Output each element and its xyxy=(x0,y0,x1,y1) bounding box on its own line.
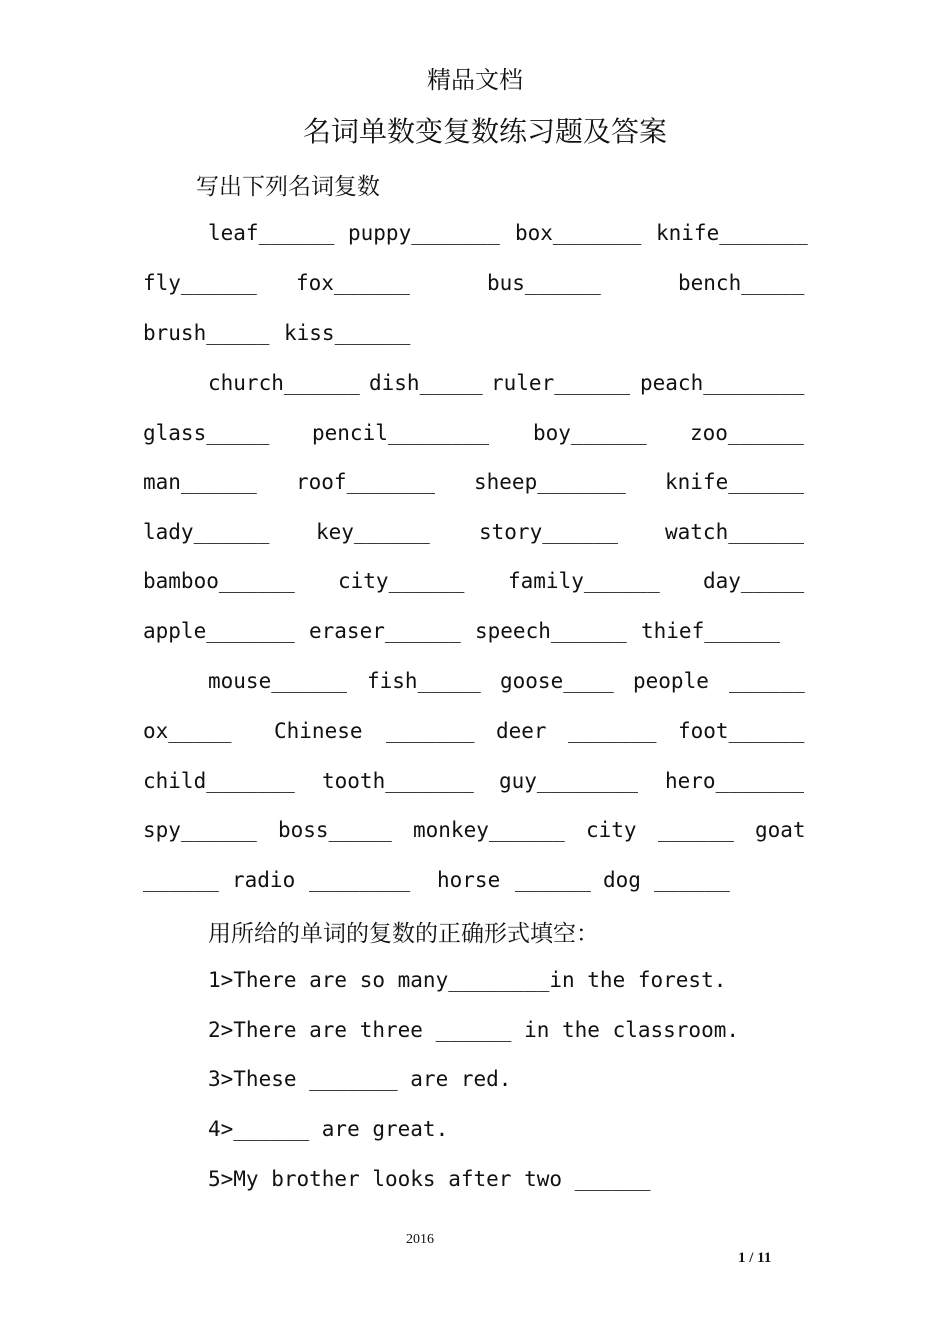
word-blank: family______ xyxy=(508,569,660,593)
word-blank: box_______ xyxy=(515,221,642,245)
word-blank: boy______ xyxy=(533,421,647,445)
word-blank: people xyxy=(633,669,709,693)
exercise-row xyxy=(0,766,950,796)
word-blank: ______ xyxy=(515,868,591,892)
word-blank: pencil________ xyxy=(312,421,490,445)
word-blank: mouse______ xyxy=(208,669,348,693)
section2-heading: 用所给的单词的复数的正确形式填空： xyxy=(208,921,599,947)
word-blank: lady______ xyxy=(143,520,270,544)
word-blank: ______ xyxy=(654,868,730,892)
word-blank: key______ xyxy=(316,520,430,544)
word-blank: church______ xyxy=(208,371,360,395)
word-blank: hero_______ xyxy=(665,769,805,793)
word-blank: dog xyxy=(603,868,641,892)
exercise-row xyxy=(0,318,950,348)
exercise-row xyxy=(0,566,950,596)
word-blank: boss_____ xyxy=(278,818,392,842)
word-blank: ______ xyxy=(658,818,734,842)
word-blank: spy______ xyxy=(143,818,257,842)
exercise-row xyxy=(0,716,950,746)
word-blank: dish_____ xyxy=(369,371,483,395)
document-header: 精品文档 xyxy=(427,66,523,94)
exercise-row xyxy=(0,666,950,696)
word-blank: apple_______ xyxy=(143,619,295,643)
word-blank: fox______ xyxy=(296,271,410,295)
word-blank: bamboo______ xyxy=(143,569,295,593)
footer-year: 2016 xyxy=(406,1232,434,1247)
exercise-row xyxy=(0,467,950,497)
word-blank: zoo______ xyxy=(690,421,804,445)
word-blank: bench_____ xyxy=(678,271,805,295)
word-blank: story______ xyxy=(479,520,619,544)
word-blank: leaf______ xyxy=(208,221,335,245)
word-blank: goat xyxy=(755,818,806,842)
word-blank: puppy_______ xyxy=(348,221,500,245)
word-blank: fish_____ xyxy=(367,669,481,693)
word-blank: monkey______ xyxy=(413,818,565,842)
word-blank: foot______ xyxy=(678,719,805,743)
sentence: 2>There are three ______ in the classroom. xyxy=(208,1018,740,1042)
page-number: 1 / 11 xyxy=(738,1250,772,1266)
word-blank: child_______ xyxy=(143,769,295,793)
word-blank: radio xyxy=(232,868,296,892)
word-blank: _______ xyxy=(386,719,475,743)
word-blank: peach________ xyxy=(640,371,805,395)
word-blank: deer xyxy=(496,719,547,743)
word-blank: knife_______ xyxy=(656,221,808,245)
exercise-row xyxy=(0,368,950,398)
word-blank: ________ xyxy=(309,868,411,892)
page-title: 名词单数变复数练习题及答案 xyxy=(302,115,667,148)
section1-heading: 写出下列名词复数 xyxy=(196,174,380,200)
exercise-row xyxy=(0,268,950,298)
word-blank: eraser______ xyxy=(309,619,461,643)
exercise-row xyxy=(0,815,950,845)
word-blank: bus______ xyxy=(487,271,601,295)
word-blank: knife______ xyxy=(665,470,805,494)
sentence: 3>These _______ are red. xyxy=(208,1067,512,1091)
word-blank: glass_____ xyxy=(143,421,270,445)
word-blank: watch______ xyxy=(665,520,805,544)
exercise-row xyxy=(0,865,950,895)
word-blank: tooth_______ xyxy=(322,769,474,793)
sentence: 5>My brother looks after two ______ xyxy=(208,1167,651,1191)
word-blank: roof_______ xyxy=(296,470,436,494)
word-blank: guy________ xyxy=(499,769,639,793)
exercise-row xyxy=(0,517,950,547)
word-blank: city______ xyxy=(338,569,465,593)
word-blank: ______ xyxy=(729,669,805,693)
exercise-row xyxy=(0,616,950,646)
sentence: 4>______ are great. xyxy=(208,1117,449,1141)
word-blank: ruler______ xyxy=(491,371,631,395)
exercise-row xyxy=(0,418,950,448)
word-blank: ox_____ xyxy=(143,719,232,743)
word-blank: Chinese xyxy=(274,719,363,743)
word-blank: thief______ xyxy=(641,619,781,643)
sentence: 1>There are so many________in the forest. xyxy=(208,968,727,992)
word-blank: sheep_______ xyxy=(474,470,626,494)
word-blank: day_____ xyxy=(703,569,805,593)
word-blank: fly______ xyxy=(143,271,257,295)
word-blank: brush_____ xyxy=(143,321,270,345)
exercise-row xyxy=(0,218,950,248)
word-blank: city xyxy=(586,818,637,842)
word-blank: horse xyxy=(437,868,501,892)
word-blank: man______ xyxy=(143,470,257,494)
word-blank: kiss______ xyxy=(284,321,411,345)
word-blank: speech______ xyxy=(475,619,627,643)
word-blank: _______ xyxy=(568,719,657,743)
word-blank: goose____ xyxy=(500,669,614,693)
word-blank: ______ xyxy=(143,868,219,892)
